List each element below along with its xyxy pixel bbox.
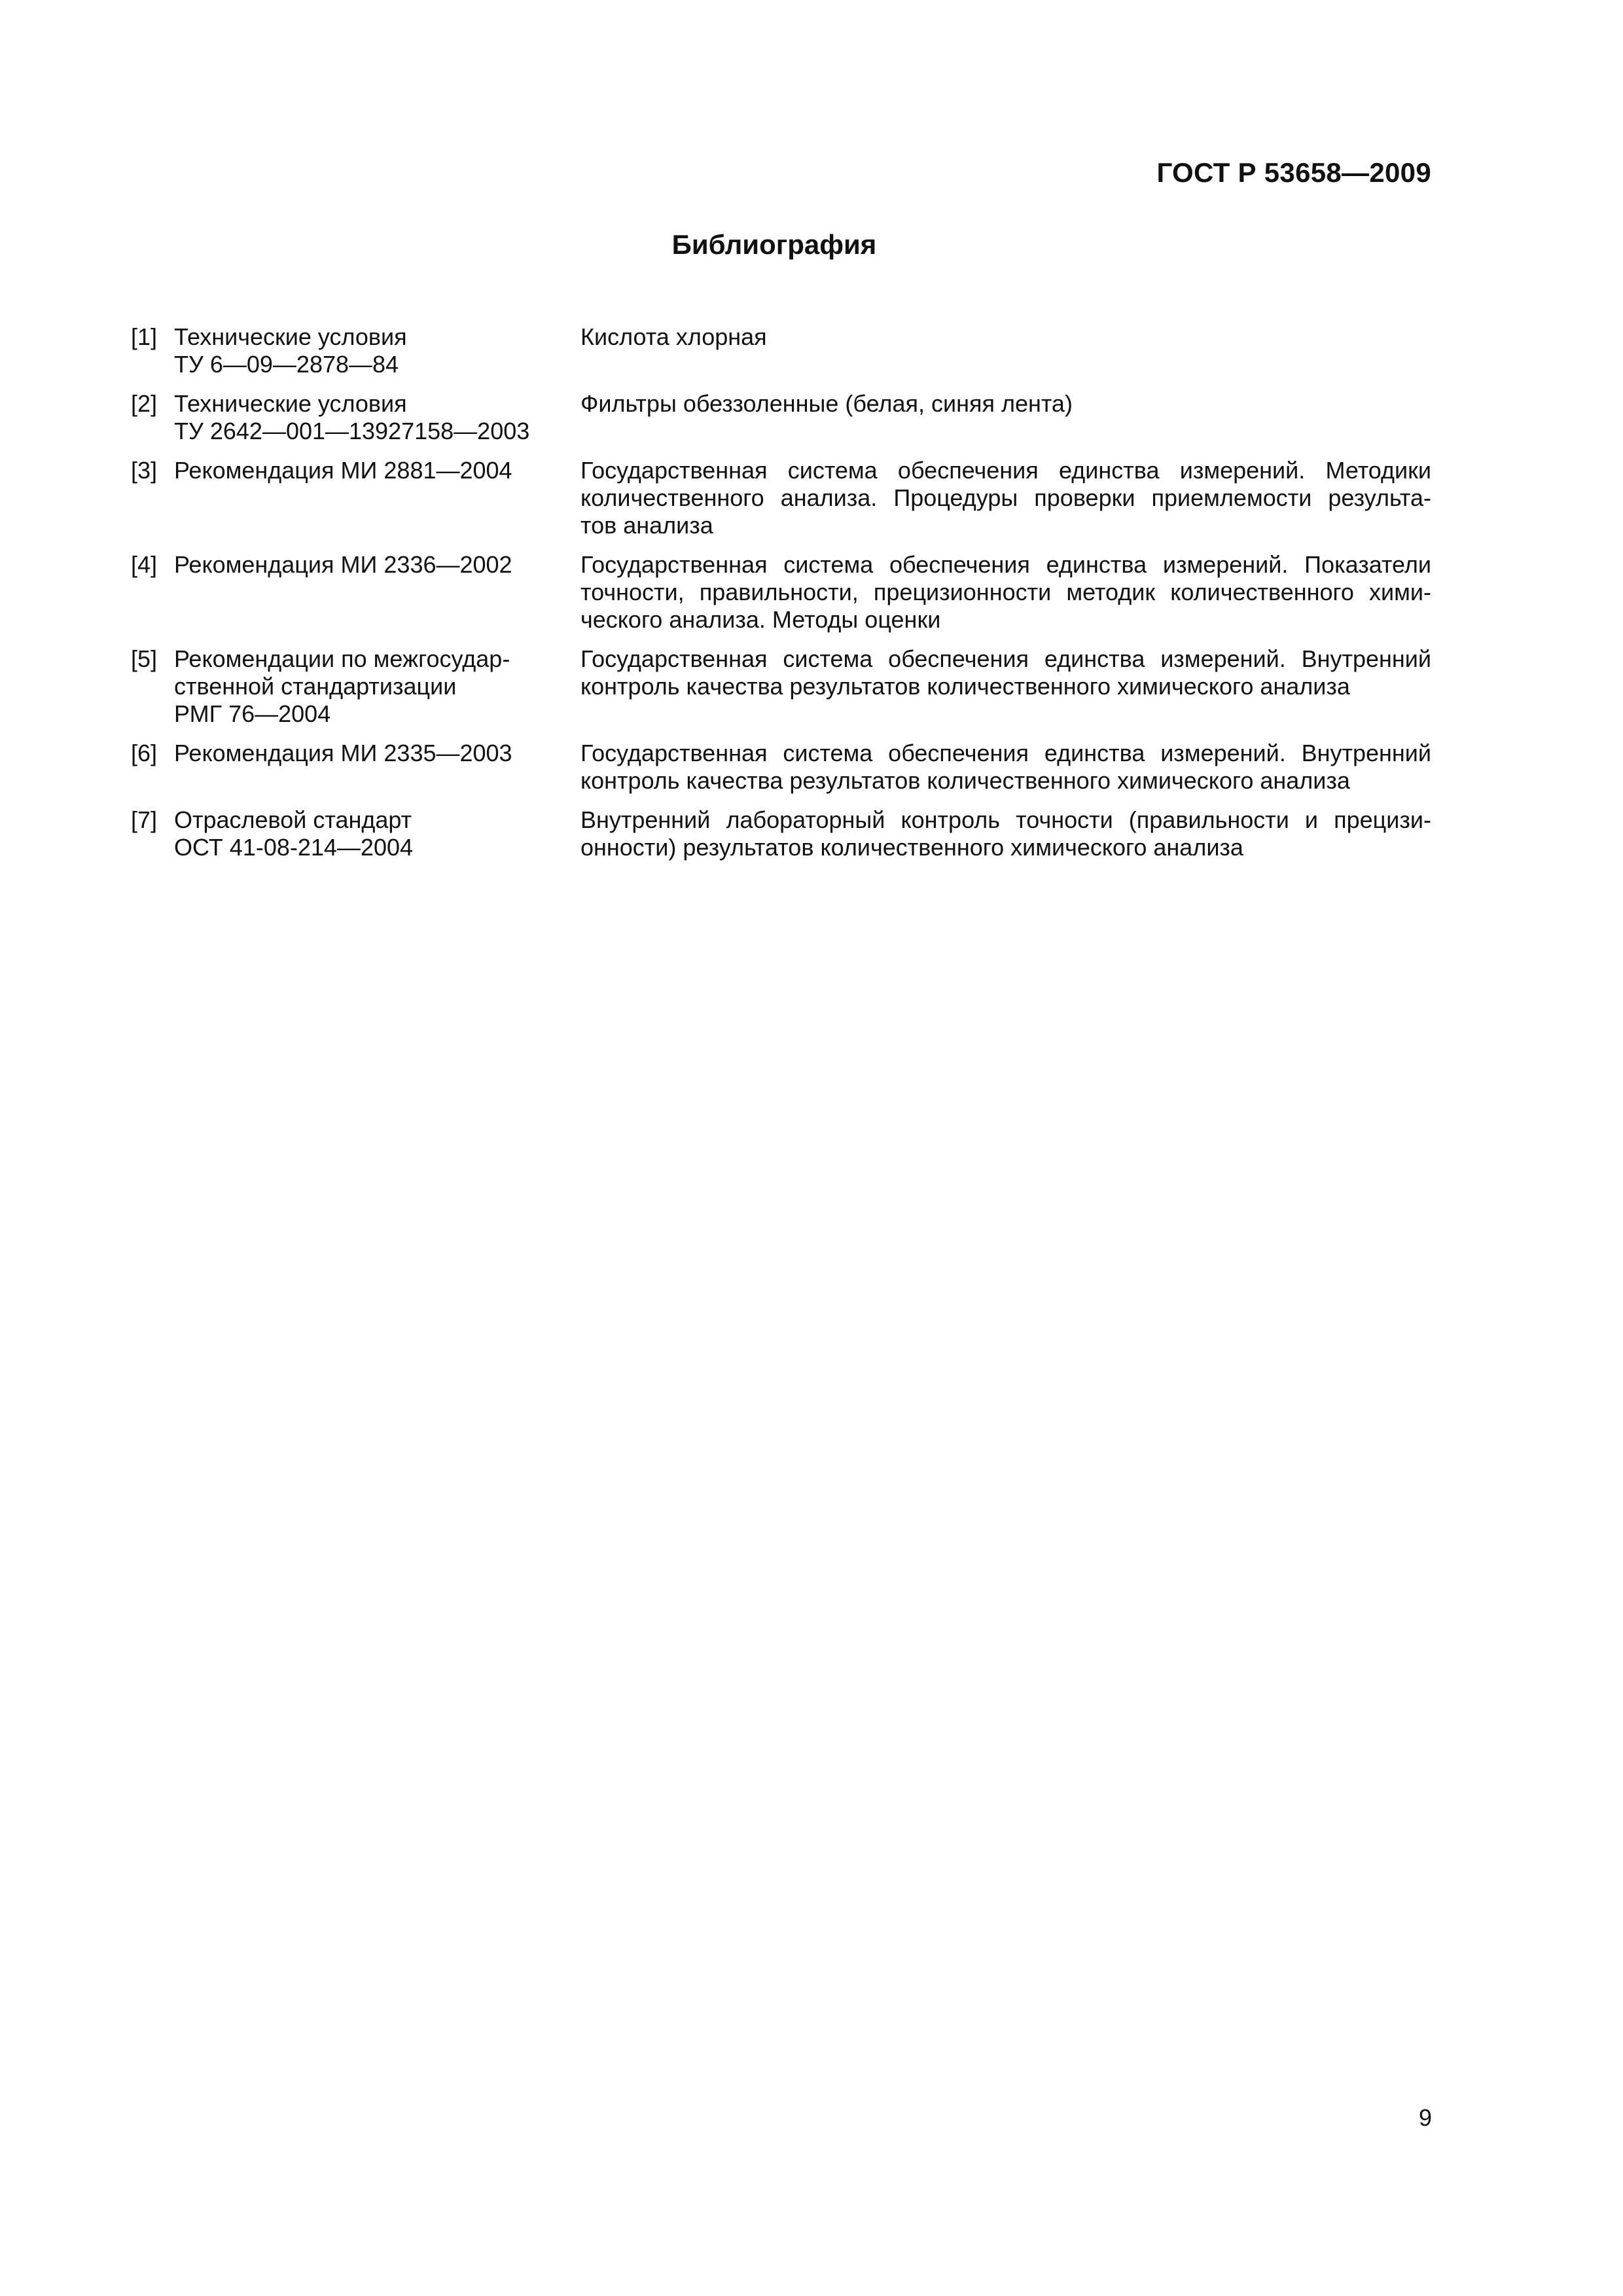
source-line: ТУ 6—09—2878—84 bbox=[174, 351, 399, 378]
entry-number: [4] bbox=[131, 551, 158, 578]
entry-number: [3] bbox=[131, 457, 158, 484]
entry-source bbox=[174, 457, 580, 539]
source-line: Рекомендация МИ 2881—2004 bbox=[174, 457, 512, 484]
description-line: Внутренний лабораторный контроль точности (правильности и прецизи- bbox=[580, 806, 1431, 833]
entry-number: [5] bbox=[131, 645, 158, 672]
entry-description bbox=[580, 740, 1431, 795]
bibliography-entry bbox=[131, 390, 1433, 445]
entry-description bbox=[580, 323, 1431, 378]
entry-source bbox=[174, 551, 580, 634]
entry-description bbox=[580, 457, 1431, 539]
bibliography-entry bbox=[131, 323, 1433, 378]
description-line: контроль качества результатов количественного химического анализа bbox=[580, 767, 1350, 794]
page-number: 9 bbox=[1418, 2104, 1432, 2131]
description-line: ческого анализа. Методы оценки bbox=[580, 606, 941, 633]
source-line: Рекомендация МИ 2336—2002 bbox=[174, 551, 512, 578]
bibliography-entry bbox=[131, 740, 1433, 795]
page-title: Библиография bbox=[671, 229, 877, 260]
entry-source bbox=[174, 740, 580, 795]
entry-description bbox=[580, 645, 1431, 728]
bibliography-entry bbox=[131, 551, 1433, 634]
entry-source bbox=[174, 806, 580, 861]
source-line: Отраслевой стандарт bbox=[174, 806, 412, 833]
description-line: точности, правильности, прецизионности методик количественного хими- bbox=[580, 579, 1431, 605]
bibliography-entry bbox=[131, 645, 1433, 728]
entry-number: [2] bbox=[131, 390, 158, 417]
bibliography-entry bbox=[131, 806, 1433, 861]
entry-source bbox=[174, 390, 580, 445]
source-line: РМГ 76—2004 bbox=[174, 700, 331, 727]
entry-number: [7] bbox=[131, 806, 158, 833]
source-line: Рекомендация МИ 2335—2003 bbox=[174, 740, 512, 766]
source-line: Рекомендации по межгосудар- bbox=[174, 645, 510, 672]
description-line: количественного анализа. Процедуры проверки приемлемости результа- bbox=[580, 484, 1431, 511]
bibliography-list bbox=[131, 323, 1433, 873]
description-line: Фильтры обеззоленные (белая, синяя лента) bbox=[580, 390, 1073, 417]
description-line: онности) результатов количественного химического анализа bbox=[580, 834, 1243, 861]
document-code: ГОСТ Р 53658—2009 bbox=[1156, 157, 1431, 188]
description-line: Государственная система обеспечения единства измерений. Показатели bbox=[580, 551, 1431, 578]
source-line: Технические условия bbox=[174, 323, 407, 350]
entry-number: [6] bbox=[131, 740, 158, 766]
entry-description bbox=[580, 806, 1431, 861]
description-line: контроль качества результатов количественного химического анализа bbox=[580, 673, 1350, 700]
entry-description bbox=[580, 551, 1431, 634]
entry-source bbox=[174, 645, 580, 728]
description-line: тов анализа bbox=[580, 512, 713, 539]
bibliography-entry bbox=[131, 457, 1433, 539]
description-line: Государственная система обеспечения единства измерений. Внутренний bbox=[580, 645, 1431, 672]
source-line: ОСТ 41-08-214—2004 bbox=[174, 834, 414, 861]
description-line: Кислота хлорная bbox=[580, 323, 767, 350]
description-line: Государственная система обеспечения единства измерений. Внутренний bbox=[580, 740, 1431, 766]
description-line: Государственная система обеспечения единства измерений. Методики bbox=[580, 457, 1431, 484]
source-line: ственной стандартизации bbox=[174, 673, 457, 700]
entry-source bbox=[174, 323, 580, 378]
source-line: ТУ 2642—001—13927158—2003 bbox=[174, 418, 530, 444]
entry-number: [1] bbox=[131, 323, 158, 350]
source-line: Технические условия bbox=[174, 390, 407, 417]
entry-description bbox=[580, 390, 1431, 445]
